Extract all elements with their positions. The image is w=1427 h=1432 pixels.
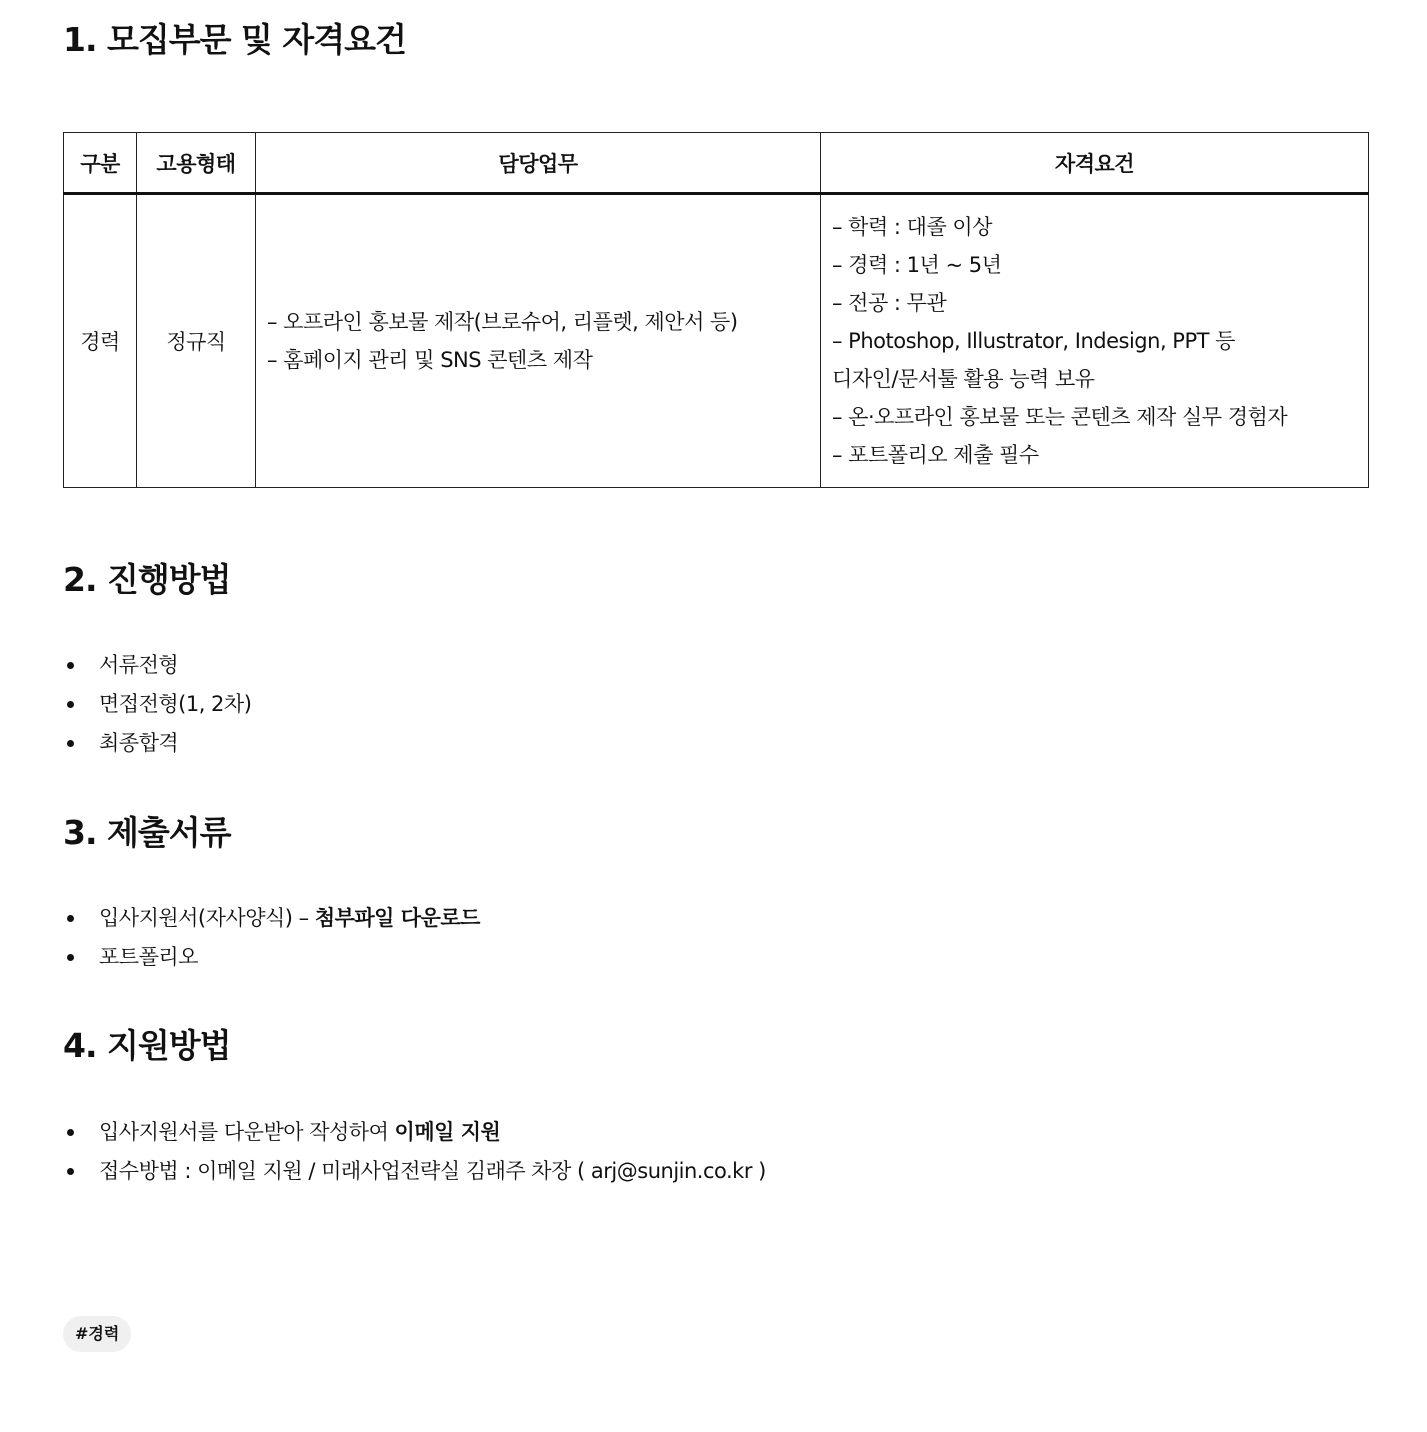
table-header-duties: 담당업무 — [256, 133, 821, 194]
list-item: 포트폴리오 — [63, 938, 480, 977]
section-title-documents: 3. 제출서류 — [63, 813, 231, 852]
cell-employment-type: 정규직 — [137, 194, 256, 488]
list-item: 서류전형 — [63, 646, 251, 685]
bullet-icon — [67, 740, 74, 747]
email-apply-emphasis: 이메일 지원 — [394, 1120, 501, 1144]
apply-list — [63, 1113, 766, 1191]
bullet-icon — [67, 954, 74, 961]
qualification-line: – 포트폴리오 제출 필수 — [832, 443, 1039, 467]
cell-category: 경력 — [64, 194, 137, 488]
tag-career[interactable]: #경력 — [63, 1316, 131, 1352]
table-header-category: 구분 — [64, 133, 137, 194]
cell-qualifications — [821, 194, 1369, 488]
cell-duties — [256, 194, 821, 488]
list-item: 입사지원서(자사양식) – 첨부파일 다운로드 — [63, 899, 480, 938]
qualification-line: 디자인/문서툴 활용 능력 보유 — [832, 367, 1095, 391]
bullet-icon — [67, 915, 74, 922]
bullet-icon — [67, 1129, 74, 1136]
bullet-icon — [67, 701, 74, 708]
table-header-qualifications: 자격요건 — [821, 133, 1369, 194]
section-title-process: 2. 진행방법 — [63, 560, 231, 599]
qualification-line: – 경력 : 1년 ~ 5년 — [832, 253, 1002, 277]
section-title-apply: 4. 지원방법 — [63, 1026, 231, 1065]
table-header-row — [64, 133, 1369, 194]
qualification-line: – 학력 : 대졸 이상 — [832, 215, 992, 239]
table-header-employment-type: 고용형태 — [137, 133, 256, 194]
duty-line: – 홈페이지 관리 및 SNS 콘텐츠 제작 — [267, 348, 593, 372]
process-list — [63, 646, 251, 763]
table-row — [64, 194, 1369, 488]
bullet-icon — [67, 662, 74, 669]
list-item: 접수방법 : 이메일 지원 / 미래사업전략실 김래주 차장 ( arj@sunjin.co.kr ) — [63, 1152, 766, 1191]
attachment-download-link[interactable]: 첨부파일 다운로드 — [314, 906, 480, 930]
bullet-icon — [67, 1168, 74, 1175]
documents-list — [63, 899, 480, 977]
qualification-line: – 전공 : 무관 — [832, 291, 947, 315]
qualification-line: – 온·오프라인 홍보물 또는 콘텐츠 제작 실무 경험자 — [832, 405, 1288, 429]
list-item: 입사지원서를 다운받아 작성하여 이메일 지원 — [63, 1113, 766, 1152]
section-title-recruitment: 1. 모집부문 및 자격요건 — [63, 20, 406, 59]
duty-line: – 오프라인 홍보물 제작(브로슈어, 리플렛, 제안서 등) — [267, 310, 738, 334]
recruitment-table — [63, 132, 1369, 488]
list-item: 면접전형(1, 2차) — [63, 685, 251, 724]
qualification-line: – Photoshop, Illustrator, Indesign, PPT 등 — [832, 329, 1235, 353]
list-item: 최종합격 — [63, 724, 251, 763]
